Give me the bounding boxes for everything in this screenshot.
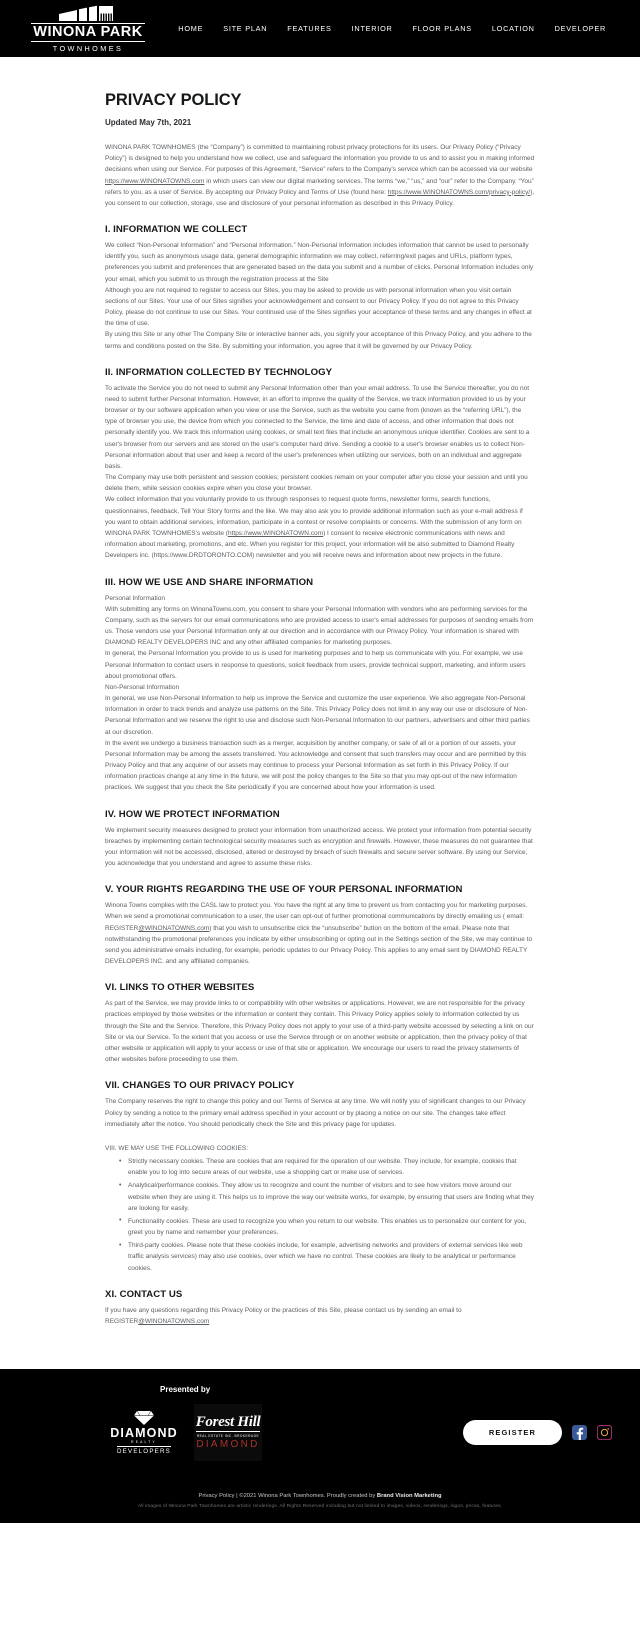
footer-main-row xyxy=(0,1404,640,1461)
brand-vision-credit[interactable]: Brand Vision Marketing xyxy=(376,1493,442,1500)
intro-text-c: ), you consent to our collection, storage, use and disclosure of your personal information as described in this Privacy Policy. xyxy=(105,188,535,207)
section-3-paragraph-1: With submitting any forms on WinonaTowns.com, you consent to share your Personal Information with vendors who are performing services for the Company, such as the servers for our email communications who are provided access to user's email addresses for purposes of sending emails from us. Those vendors use your Personal Information only at our direction and in accordance with our Privacy Policy. Your information is shared with DIAMOND REALTY DEVELOPERS INC and any other affiliated companies for marketing purposes. xyxy=(105,605,534,647)
diamond-wordmark: DIAMOND xyxy=(110,1425,178,1440)
section-3-paragraph-3: In general, we use Non-Personal Information to help us improve the Service and customize the user experience. We also aggregate Non-Personal Information in order to track trends and analyze use patterns on the Site. This Privacy Policy does not limit in any way our use or disclosure of Non-Personal Information and we reserve the right to use and disclose such Non-Personal Information to our partners, advertisers and other third parties at our discretion. xyxy=(105,695,530,736)
forest-hill-diamond-label: DIAMOND xyxy=(196,1439,260,1451)
cookies-list xyxy=(119,1156,535,1274)
footer-legal-line xyxy=(0,1493,640,1499)
logo-subtitle: TOWNHOMES xyxy=(52,43,124,53)
list-item: • Analytical/performance cookies. They allow us to recognize and count the number of visitors and to see how visitors move around our website when they are using it. This helps us to improve the way our website works, for example, by ensuring that users are finding what they are looking for easily. xyxy=(119,1180,535,1214)
diamond-realty-developers-logo[interactable] xyxy=(110,1410,178,1456)
forest-hill-brokerage-label: REAL ESTATE INC. BROKERAGE xyxy=(196,1434,260,1439)
nav-item-location[interactable]: LOCATION xyxy=(491,24,535,33)
contact-email-link[interactable]: @WINONATOWNS.com xyxy=(138,1317,210,1325)
diamond-developers-label: DEVELOPERS xyxy=(117,1446,171,1456)
logo-title: WINONA PARK xyxy=(31,23,144,43)
legal-separator: | xyxy=(236,1493,238,1500)
contact-paragraph xyxy=(105,1305,535,1327)
footer-actions xyxy=(463,1420,612,1445)
footer-disclaimer: All images of Winona Park Townhomes are artistic renderings. All Rights Reserved including but not limited to images, videos, renderings, logos, prices, features. xyxy=(137,1504,503,1510)
section-1-paragraph-3: By using this Site or any other The Company Site or interactive banner ads, you signify your acceptance of this Privacy Policy, and you adhere to the terms and conditions posted on the Site. By submitting your information, you agree that it will be governed by our Privacy Policy. xyxy=(105,331,532,350)
section-heading-contact: XI. CONTACT US xyxy=(105,1288,183,1300)
section-5-text-b: ) that you wish to unsubscribe click the “unsubscribe” button on the bottom of the email. Please note that notwithstanding the promotional preferences you indicate by either unsubscribing or opting out in the Settings section of the Site, we may continue to send you administrative emails including, for example, periodic updates to our Privacy Policy. This applies to any email sent by DIAMOND REALTY DEVELOPERS INC. and any affiliated companies. xyxy=(105,924,533,966)
diamond-realty-label: REALTY xyxy=(131,1440,157,1445)
partner-logos xyxy=(110,1404,262,1461)
section-2-paragraph-2: The Company may use both persistent and session cookies; persistent cookies remain on your computer after you close your session and until you delete them, while session cookies expire when you close your browser. xyxy=(105,474,528,493)
nav-item-interior[interactable]: INTERIOR xyxy=(351,24,393,33)
section-7-paragraph-1: The Company reserves the right to change this policy and our Terms of Service at any time. We will notify you of significant changes to our Privacy Policy by sending a notice to the primary email address specified in your account or by placing a notice on our site. The changes take effect immediately after the notice. You should periodically check the Site and this privacy page for updates. xyxy=(105,1098,526,1128)
section-2-paragraph-3 xyxy=(105,494,535,561)
page-title: PRIVACY POLICY xyxy=(105,91,242,109)
site-footer xyxy=(0,1369,640,1523)
contact-text-a: If you have any questions regarding this Privacy Policy or the practices of this Site, please contact us by sending an email to REGISTER xyxy=(105,1306,462,1325)
winonatowns-link[interactable]: https://www.WINONATOWNS.com xyxy=(105,177,205,185)
list-item: • Strictly necessary cookies. These are cookies that are required for the operation of our website. They include, for example, cookies that enable you to log into secure areas of our website, use a shopping cart or make use of services. xyxy=(119,1156,535,1178)
facebook-icon[interactable] xyxy=(572,1425,587,1440)
section-heading-4: IV. HOW WE PROTECT INFORMATION xyxy=(105,808,280,820)
section-heading-7: VII. CHANGES TO OUR PRIVACY POLICY xyxy=(105,1080,295,1092)
register-email-link[interactable]: @WINONATOWNS.com xyxy=(138,924,210,932)
privacy-policy-link[interactable]: https://www.WINONATOWNS.com/privacy-policy/ xyxy=(387,188,531,196)
site-header xyxy=(0,0,640,57)
forest-hill-wordmark: Forest Hill xyxy=(195,1414,261,1431)
section-2-text-a: We collect information that you voluntarily provide to us through responses to request quote forms, newsletter forms, search functions, questionnaires, feedback, Tell Your Story forms and the like. We may also ask you to provide additional information such as your e-mail address if you want to obtain additional services, information, participate in a contest or resolve complaints or concerns. With the submission of any form on WINONA PARK TOWNHOMES's website ( xyxy=(105,496,523,537)
section-3-paragraph-4: In the event we undergo a business transaction such as a merger, acquisition by another company, or sale of all or a portion of our assets, your Personal Information may be among the assets transferred. You acknowledge and consent that such transfers may occur and are permitted by this Privacy Policy and that any acquirer of our assets may continue to process your Personal Information as set forth in this Privacy Policy. If our information practices change at any time in the future, we will post the policy changes to the Site so that you may opt-out of the new information practices. We suggest that you check the Site periodically if you are concerned about how your information is used. xyxy=(105,739,527,792)
cookies-intro: VIII. WE MAY USE THE FOLLOWING COOKIES: xyxy=(105,1144,249,1152)
section-1-paragraph-1: We collect “Non-Personal Information” and “Personal Information.” Non-Personal Information includes information that cannot be used to personally identify you, such as anonymous usage data, general demographic information we may collect, referring/exit pages and URLs, platform types, preferences you submit and preferences that are generated based on the data you submit and a number of clicks. Personal Information includes only your email, which you submit to us through the registration process at the Site xyxy=(105,242,534,283)
nav-item-features[interactable]: FEATURES xyxy=(287,24,332,33)
nav-item-home[interactable]: HOME xyxy=(178,24,204,33)
privacy-policy-document xyxy=(0,57,640,1369)
non-personal-information-label: Non-Personal Information xyxy=(105,683,180,691)
section-heading-1: I. INFORMATION WE COLLECT xyxy=(105,224,248,236)
presented-by-row xyxy=(0,1385,640,1394)
section-4-paragraph-1: We implement security measures designed to protect your information from unauthorized access. We protect your information from potential security breaches by implementing certain technological security measures such as encryption and firewalls. However, these measures do not guarantee that your information will not be accessed, disclosed, altered or destroyed by breach of such firewalls and secure server software. By using our Service, you acknowledge that you understand and agree to assume these risks. xyxy=(105,826,533,868)
section-heading-3: III. HOW WE USE AND SHARE INFORMATION xyxy=(105,576,314,588)
section-heading-5: V. YOUR RIGHTS REGARDING THE USE OF YOUR PERSONAL INFORMATION xyxy=(105,884,463,896)
section-3-paragraph-2: In general, the Personal Information you provide to us is used for marketing purposes and to help us communicate with you. For example, we use Personal Information to contact users in response to questions, solicit feedback from users, provide technical support, marketing, and inform users about promotional offers. xyxy=(105,650,526,680)
section-2-paragraph-1: To activate the Service you do not need to submit any Personal Information other than your email address. To use the Service thereafter, you do not need to submit further Personal Information. However, in an effort to improve the quality of the Service, we track information provided to us by your browser or by our software application when you view or use the Service, such as the website you came from (known as the “referring URL”), the type of browser you use, the device from which you connected to the Service, the time and date of access, and other information that does not personally identify you. We track this information using cookies, or small text files that include an anonymous unique identifier. Cookies are sent to a user's browser from our servers and are stored on the user's computer hard drive. Sending a cookie to a user's browser enables us to collect Non-Personal information about that user and keep a record of the user's preferences when utilizing our services, both on an individual and aggregate basis. xyxy=(105,384,530,470)
nav-item-floor-plans[interactable]: FLOOR PLANS xyxy=(412,24,472,33)
list-item: • Third-party cookies. Please note that these cookies include, for example, advertising networks and providers of external services like web traffic analysis services) may also use cookies, over which we have no control. These cookies are likely to be analytical or performance cookies. xyxy=(119,1240,535,1274)
footer-privacy-policy-link[interactable]: Privacy Policy xyxy=(198,1493,235,1500)
presented-by-label: Presented by xyxy=(160,1385,211,1395)
section-5-text-a: Winona Towns complies with the CASL law to protect you. You have the right at any time to prevent us from contacting you for marketing purposes. When we send a promotional communication to a user, the user can opt-out of further promotional communications by directly emailing us ( email: REGISTER xyxy=(105,902,528,932)
last-updated-date: Updated May 7th, 2021 xyxy=(105,118,192,127)
intro-text-b: in which users can view our digital marketing services. The terms “we,” “us,” and “our” refer to the Company. “You” refers to you, as a user of Service. By accepting our Privacy Policy and Terms of Use (found here: xyxy=(105,177,534,196)
section-6-paragraph-1: As part of the Service, we may provide links to or compatibility with other websites or applications. However, we are not responsible for the privacy practices employed by those websites or the information or content they contain. This Privacy Policy applies solely to information collected by us through the Site and the Service. Therefore, this Privacy Policy does not apply to your use of a third-party website accessed by selecting a link on our Site or via our Service. To the extent that you access or use the Service through or on another website or application, then the privacy policy of that other website or application will apply to your access or use of that site or application. We encourage our users to read the privacy statements of other websites before proceeding to use them. xyxy=(105,1000,534,1064)
nav-item-developer[interactable]: DEVELOPER xyxy=(554,24,606,33)
section-5-paragraph-1 xyxy=(105,900,535,967)
instagram-icon[interactable] xyxy=(597,1425,612,1440)
section-heading-6: VI. LINKS TO OTHER WEBSITES xyxy=(105,982,255,994)
intro-text-a: WINONA PARK TOWNHOMES (the “Company”) is committed to maintaining robust privacy protections for its users. Our Privacy Policy (“Privacy Policy”) is designed to help you understand how we collect, use and safeguard the information you provide to us and to assist you in making informed decisions when using our Service. For purposes of this Agreement, “Service” refers to the Company's service which can be accessed via our website xyxy=(105,144,535,174)
register-button[interactable]: REGISTER xyxy=(463,1420,562,1445)
copyright-text: ©2021 Winona Park Townhomes. Proudly created by xyxy=(239,1493,376,1500)
intro-paragraph xyxy=(105,142,535,209)
section-heading-2: II. INFORMATION COLLECTED BY TECHNOLOGY xyxy=(105,366,333,378)
section-1-paragraph-2: Although you are not required to register to access our Sites, you may be asked to provide us with personal information when you visit certain sections of our Sites. Your use of our Sites signifies your acknowledgement and consent to our Privacy Policy. If you do not agree to this Privacy Policy, please do not continue to use our Sites. Your continued use of the Sites signifies your acceptance of these terms and any changes in effect at the time of use. xyxy=(105,286,532,328)
section-2-text-b: ) I consent to receive electronic communications with news and information about marketing, promotions, and etc. When you register for this project, your information will be also submitted to Diamond Realty Developers inc. (https://www.DRDTORONTO.COM) newsletter and you will receive news and information about new projects in the future. xyxy=(105,529,515,560)
footer-legal xyxy=(0,1461,640,1509)
winonatown-link[interactable]: https://www.WINONATOWN.com xyxy=(227,529,324,537)
townhomes-skyline-icon xyxy=(51,5,125,22)
diamond-gem-icon xyxy=(133,1410,155,1426)
nav-item-site-plan[interactable]: SITE PLAN xyxy=(223,24,268,33)
forest-hill-logo[interactable] xyxy=(194,1404,262,1461)
site-logo[interactable] xyxy=(28,5,148,52)
list-item: • Functionality cookies. These are used to recognize you when you return to our website. This enables us to personalize our content for you, greet you by name and remember your preferences. xyxy=(119,1216,535,1238)
main-navigation xyxy=(178,24,606,33)
personal-information-label: Personal Information xyxy=(105,594,165,602)
